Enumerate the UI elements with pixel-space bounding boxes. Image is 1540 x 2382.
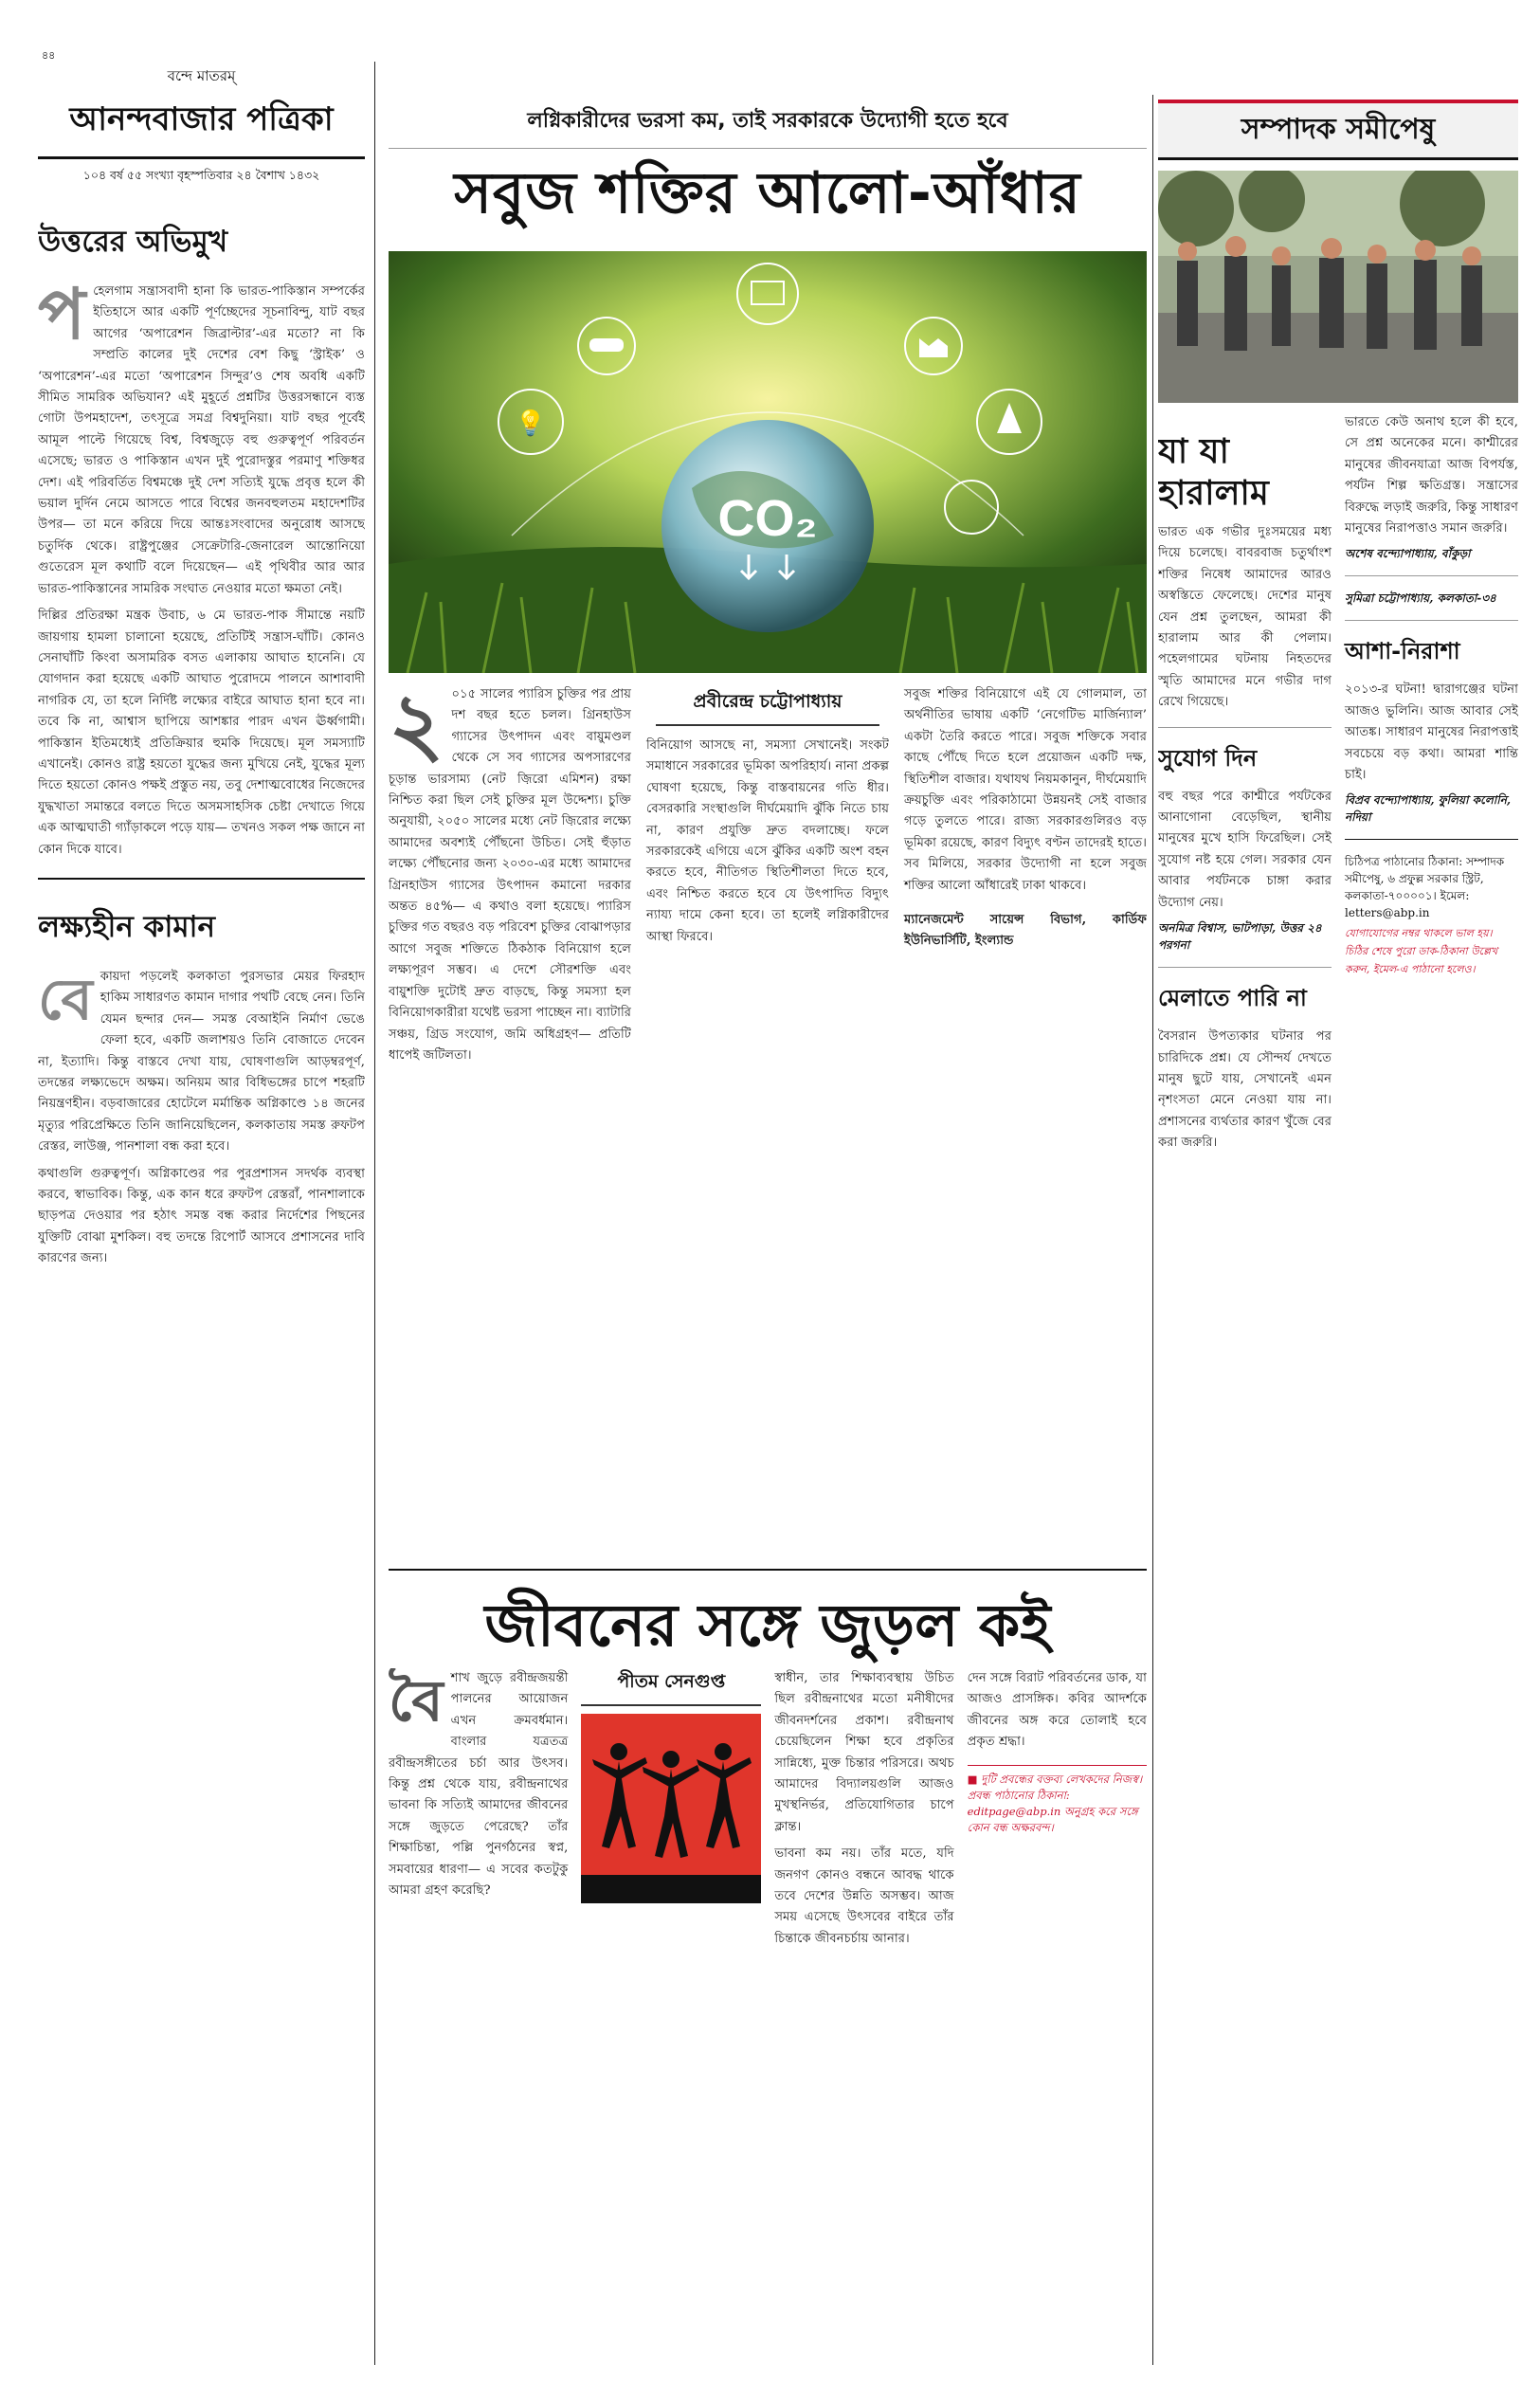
feature-headline[interactable]: জীবনের সঙ্গে জুড়ল কই (484, 1591, 1051, 1660)
letters-col (1345, 412, 1518, 1155)
divider (1345, 575, 1518, 576)
section-divider (389, 1569, 1147, 1571)
letter-heading: আশা-নিরাশা (1345, 638, 1460, 665)
editorial-text: হেলগাম সন্ত্রাসবাদী হানা কি ভারত-পাকিস্তান সম্পর্কের ইতিহাসে আর একটি পূর্ণচ্ছেদের সূচনাবিন্দু, যাট বছর আগের ‘অপারেশন জিব্রাল্টার’-এর মতো? না কি সম্প্রতি কালের দুই দেশের বেশ কিছু ‘স্ট্রাইক’ ও ‘অপারেশন’-এর মতো ‘অপারেশন সিন্দুর’ও শেষ অবধি একটি সীমিত সামরিক অভিযান? এই মুহূর্তে প্রশ্নটির উত্তরসন্ধানে ব্যস্ত গোটা উপমহাদেশ, তৎসূত্রে সমগ্র বিশ্বদুনিয়া। যাট বছর পূর্বেই আমূল পাল্টে গিয়েছে বিশ্ব, বিশ্বজুড়ে বহু গুরুত্বপূর্ণ পরিবর্তন এসেছে; ভারত ও পাকিস্তান এখন দুই পুরোদস্তুর পরমাণু শক্তিধর দেশ। এই পরিবর্তিত বিশ্বমঞ্চে দুই দেশ সত্যিই যুদ্ধে প্রবৃত্ত হলে কী ভয়াল দুর্দিন নেমে আসতে পারে বিশ্বের জনবহুলতম মহাদেশটির উপর— তা মনে করিয়ে দিয়ে আন্তঃসংবাদের অনুরোধ আসছে চতুর্দিক থেকে। রাষ্ট্রপুঞ্জের সেক্রেটারি-জেনারেল আন্তোনিয়ো গুতেরেস মূল কথাটি বলে দিয়েছেন— এই পৃথিবীর আর আর ভারত-পাকিস্তানের সামরিক সংঘাত নেওয়ার মতো ক্ষমতা নেই। (38, 284, 365, 596)
letter-text: বৈসরান উপত্যকার ঘটনার পর চারিদিকে প্রশ্ন। যে সৌন্দর্য দেখতে মানুষ ছুটে যায়, সেখানেই এমন নৃশংসতা মেনে নেওয়া যায় না। প্রশাসনের ব্যর্থতার কারণ খুঁজে বের করা জরুরি। (1158, 1029, 1332, 1151)
editorial-text: কায়দা পড়লেই কলকাতা পুরসভার মেয়র ফিরহাদ হাকিম সাধারণত কামান দাগার পথটি বেছে নেন। তিনি যেমন ছন্দার দেন— সমস্ত বেআইনি নির্মাণ ভেঙে ফেলা হবে, একটি জলাশয়ও তিনি বোজাতে দেবেন না, ইত্যাদি। কিন্তু বাস্তবে দেখা যায়, ঘোষণাগুলি আড়ম্বরপূর্ণ, তদন্তের লক্ষ্যভেদে অক্ষম। অনিয়ম আর বিধিভঙ্গের চাপে শহরটি নিয়ন্ত্রণহীন। বড়বাজারের হোটেলে মর্মান্তিক অগ্নিকাণ্ডে ১৪ জনের মৃত্যুর পরিপ্রেক্ষিতে তিনি জানিয়েছিলেন, কলকাতায় সমস্ত রুফটপ রেস্তর, লাউঞ্জ, পানশালা বন্ধ করা হবে। (38, 969, 365, 1155)
feature-text: দেন সঙ্গে বিরাট পরিবর্তনের ডাক, যা আজও প্রাসঙ্গিক। কবির আদর্শকে জীবনের অঙ্গ করে তোলাই হবে প্রকৃত শ্রদ্ধা। (967, 1671, 1147, 1750)
column-rule (1152, 95, 1153, 2365)
page-number: ৪৪ (42, 49, 56, 62)
masthead-meta: ১০৪ বর্ষ ৫৫ সংখ্যা বৃহস্পতিবার ২৪ বৈশাখ ১৪৩২ (82, 168, 320, 182)
crowd-photo (1158, 171, 1518, 403)
letter-heading: যা যা হারালাম (1158, 432, 1269, 513)
article-body (389, 684, 1147, 1566)
letter-signature: অনমিত্র বিশ্বাস, ভাটপাড়া, উত্তর ২৪ পরগনা (1158, 921, 1322, 953)
dropcap: প (38, 274, 86, 355)
feature-body (389, 1668, 1147, 2360)
letter-text: ২০১৩-র ঘটনা! দ্বারাগঞ্জের ঘটনা আজও ভুলিনি। আজ আবার সেই আতঙ্ক। সাধারণ মানুষের নিরাপত্তাই সবচেয়ে বড় কথা। আমরা শান্তি চাই। (1345, 682, 1518, 783)
feature-text: শাখ জুড়ে রবীন্দ্রজয়ন্তী পালনের আয়োজন এখন ক্রমবর্ধমান। বাংলার যত্রতত্র রবীন্দ্রসঙ্গীতের চর্চা আর উৎসব। কিন্তু প্রশ্ন থেকে যায়, রবীন্দ্রনাথের ভাবনা কি সত্যিই আমাদের জীবনের সঙ্গে জুড়তে পেরেছে? তাঁর শিক্ষাচিন্তা, পল্লি পুনর্গঠনের স্বপ্ন, সমবায়ের ধারণা— এ সবের কতটুকু আমরা গ্রহণ করেছি? (389, 1671, 569, 1899)
editorial-para: কথাগুলি গুরুত্বপূর্ণ। অগ্নিকাণ্ডের পর পুরপ্রশাসন সদর্থক ব্যবস্থা করবে, স্বাভাবিক। কিন্তু, এক কান ধরে রুফটপ রেস্তরাঁ, পানশালাকে ছাড়পত্র দেওয়ার পর হঠাৎ সমস্ত বন্ধ করার নির্দেশের পিছনের যুক্তিটি বোঝা মুশকিল। বহু তদন্তে রিপোর্ট আসবে প্রশাসনের দাবি কারণের জন্য। (38, 1166, 365, 1266)
masthead-motto: বন্দে মাতরম্ (167, 67, 236, 84)
letter-text: ভারত এক গভীর দুঃসময়ের মধ্য দিয়ে চলেছে। বাবরবাজ চতুর্থাংশ শক্তির নিষেধ আমাদের আরও অস্বস্তিতে ফেলেছে। দেশের মানুষ যেন প্রশ্ন তুলছেন, আমরা কী হারালাম আর কী পেলাম। পহেলগামের ঘটনায় নিহতদের স্মৃতি আমাদের মনে গভীর দাগ রেখে গিয়েছে। (1158, 525, 1332, 710)
feature-text: ভাবনা কম নয়। তাঁর মতে, যদি জনগণ কোনও বন্ধনে আবদ্ধ থাকে তবে দেশের উন্নতি অসম্ভব। আজ সময় এসেছে উৎসবের বাইরে তাঁর চিন্তাকে জীবনচর্চায় আনার। (774, 1846, 954, 1946)
letter-signature: সুমিত্রা চট্টোপাধ্যায়, কলকাতা-৩৪ (1345, 591, 1496, 606)
letter-text: বহু বছর পরে কাশ্মীরে পর্যটকের আনাগোনা বেড়েছিল, স্থানীয় মানুষের মুখে হাসি ফিরেছিল। সেই সুযোগ নষ্ট হয়ে গেল। সরকার যেন আবার পর্যটনকে চাঙ্গা করার উদ্যোগ নেয়। (1158, 789, 1332, 910)
letters-body (1158, 412, 1518, 2360)
co2-globe-illustration (389, 251, 1147, 673)
article-col (389, 684, 631, 1066)
letter-text: ভারতে কেউ অনাথ হলে কী হবে, সে প্রশ্ন অনেকের মনে। কাশ্মীরের মানুষের জীবনযাত্রা আজ বিপর্যস্ত, পর্যটন শিল্প ক্ষতিগ্রস্ত। সন্ত্রাসের বিরুদ্ধে লড়াই জরুরি, কিন্তু সাধারণ মানুষের নিরাপত্তাও সমান জরুরি। (1345, 415, 1518, 536)
letter-heading: মেলাতে পারি না (1158, 985, 1307, 1012)
letters-contact-note: যোগাযোগের নম্বর থাকলে ভাল হয়। চিঠির শেষে পুরো ডাক-ঠিকানা উল্লেখ করুন, ইমেল-এ পাঠানো হলেও। (1345, 927, 1498, 976)
author-affiliation: ম্যানেজমেন্ট সায়েন্স বিভাগ, কার্ডিফ ইউনিভার্সিটি, ইংল্যান্ড (904, 913, 1147, 949)
submission-footnote: ■ দুটি প্রবন্ধের বক্তব্য লেখকদের নিজস্ব। প্রবন্ধ পাঠানোর ঠিকানা: editpage@abp.in অনুগ্রহ করে সঙ্গে কোন বন্ধ অক্ষরবন্দ। (968, 1765, 1147, 1836)
dropcap: বৈ (389, 1668, 444, 1735)
dancers-illustration (581, 1714, 761, 1903)
article-text: বিনিয়োগ আসছে না, সমস্যা সেখানেই। সংকট সমাধানে সরকারের ভূমিকা অপরিহার্য। নানা প্রকল্প ঘোষণা হয়েছে, কিন্তু বাস্তবায়নের গতি ধীর। বেসরকারি সংস্থাগুলি দীর্ঘমেয়াদি ঝুঁকি নিতে চায় না, কারণ প্রযুক্তি দ্রুত বদলাচ্ছে। ফলে সরকারকেই এগিয়ে এসে ঝুঁকির একটি অংশ বহন করতে হবে, নীতিগত স্থিতিশীলতা দিতে হবে, এবং নিশ্চিত করতে হবে যে উৎপাদিত বিদ্যুৎ ন্যায্য দামে কেনা হবে। তা হলেই লগ্নিকারীদের আস্থা ফিরবে। (646, 738, 889, 944)
divider (1158, 727, 1332, 728)
feature-text (389, 1668, 568, 1901)
feature-col (389, 1668, 568, 1950)
letters-header[interactable]: সম্পাদক সমীপেষু (1158, 100, 1518, 160)
article-kicker: লগ্নিকারীদের ভরসা কম, তাই সরকারকে উদ্যোগী হতে হবে (389, 104, 1147, 149)
feature-col (581, 1668, 761, 1950)
dropcap: ২ (389, 684, 444, 774)
letters-col (1158, 412, 1332, 1155)
editorial-para (38, 274, 365, 600)
article-text (389, 684, 631, 1066)
hero-image (389, 251, 1147, 673)
editorial-para (38, 967, 365, 1158)
article-text: সবুজ শক্তির বিনিয়োগে এই যে গোলমাল, তা অর্থনীতির ভাষায় একটি ‘নেগেটিভ মার্জিন্যাল’ একটা তৈরি করতে পারে। সবুজ শক্তিকে সবার কাছে পৌঁছে দিতে হলে প্রয়োজন একটি দক্ষ, স্থিতিশীল বাজার। যথাযথ নিয়মকানুন, দীর্ঘমেয়াদি ক্রয়চুক্তি এবং পরিকাঠামো উন্নয়নই সেই বাজার গড়ে তুলতে পারে। রাজ্য সরকারগুলিরও বড় ভূমিকা রয়েছে, কারণ বিদ্যুৎ বণ্টন তাদেরই হাতে। সব মিলিয়ে, সরকার উদ্যোগী না হলে সবুজ শক্তির আলো আঁধারেই ঢাকা থাকবে। (904, 687, 1147, 893)
masthead-title[interactable]: আনন্দবাজার পত্রিকা (38, 95, 365, 159)
article-byline: প্রবীরেন্দ্র চট্টোপাধ্যায় (656, 688, 879, 726)
feature-col (968, 1668, 1147, 1950)
divider (1345, 839, 1518, 840)
article-col (646, 684, 889, 1066)
letter-signature: বিপ্রব বন্দ্যোপাধ্যায়, ফুলিয়া কলোনি, নদিয়া (1345, 793, 1512, 825)
article-text: ০১৫ সালের প্যারিস চুক্তির পর প্রায় দশ বছর হতে চলল। গ্রিনহাউস গ্যাসের উৎপাদন এবং বায়ুমণ্ডল থেকে সে সব গ্যাসের অপসারণের চূড়ান্ত ভারসাম্য (নেট জ়িরো এমিশন) রক্ষা নিশ্চিত করা ছিল সেই চুক্তির মূল উদ্দেশ্য। চুক্তি অনুযায়ী, ২০৫০ সালের মধ্যে নেট জ়িরোর লক্ষ্যে আমাদের অবশ্যই পৌঁছনো উচিত। সেই হুঁড়াত লক্ষ্যে পৌঁছনোর জন্য ২০৩০-এর মধ্যে আমাদের গ্রিনহাউস গ্যাসের উৎপাদন কমানো দরকার অন্তত ৪৫%— এ কথাও বলা হয়েছে। প্যারিস চুক্তির গত বছরও বড় পরিবেশ চুক্তির বোঝাপড়ার আগে সবুজ শক্তিতে ঠিকঠাক বিনিয়োগ হলে লক্ষ্যপূরণ সম্ভব। এ দেশে সৌরশক্তি এবং বায়ুশক্তি দুটোই দ্রুত বাড়ছে, কিন্তু সমস্যা হল বিনিয়োগকারীরা যথেষ্ট ভরসা পাচ্ছেন না। ব্যাটারি সঞ্চয়, গ্রিড সংযোগ, জমি অধিগ্রহণ— প্রতিটি ধাপেই জটিলতা। (389, 687, 631, 1063)
divider (38, 878, 365, 880)
editorial-heading: লক্ষ্যহীন কামান (38, 909, 216, 944)
feature-byline: পীতম সেনগুপ্ত (581, 1668, 761, 1706)
divider (1158, 967, 1332, 968)
letters-photo (1158, 171, 1518, 403)
left-column (38, 62, 365, 2355)
divider (1345, 620, 1518, 621)
feature-text: স্বাধীন, তার শিক্ষাব্যবস্থায় উচিত ছিল রবীন্দ্রনাথের মতো মনীষীদের জীবনদর্শনের প্রকাশ। রবীন্দ্রনাথ চেয়েছিলেন শিক্ষা হবে প্রকৃতির সান্নিধ্যে, মুক্ত চিন্তার পরিসরে। অথচ আমাদের বিদ্যালয়গুলি আজও মুখস্থনির্ভর, প্রতিযোগিতার চাপে ক্লান্ত। (774, 1671, 954, 1834)
svg-text:💡: 💡 (515, 409, 547, 438)
article-headline[interactable]: সবুজ শক্তির আলো-আঁধার (454, 160, 1081, 227)
co2-label: CO₂ (717, 490, 818, 547)
letters-contact[interactable]: চিঠিপত্র পাঠানোর ঠিকানা: সম্পাদক সমীপেষু, ৬ প্রফুল্ল সরকার স্ট্রিট, কলকাতা-৭০০০০১। ইমেল: letters@abp.in (1345, 855, 1505, 920)
article-col (904, 684, 1147, 1066)
letter-heading: সুযোগ দিন (1158, 744, 1258, 772)
column-rule (374, 62, 375, 2365)
editorial-heading: উত্তরের অভিমুখ (38, 225, 228, 259)
letter-signature: অশেষ বন্দ্যোপাধ্যায়, বাঁকুড়া (1345, 547, 1471, 561)
editorial-para: দিল্লির প্রতিরক্ষা মন্ত্রক উবাচ, ৬ মে ভারত-পাক সীমান্তে নয়টি জায়গায় হামলা চালানো হয়েছে, প্রতিটিই সন্ত্রাস-ঘাঁটি। কোনও সেনাঘাঁটি কিংবা অসামরিক বসত এলাকায় আঘাত হানেনি। যে যোগদান করা হয়েছে একটি আঘাত পুরোদমে পালনে আশাবাদী নাগরিক যে, তা হলে নির্দিষ্ট লক্ষ্যের বাইরে আঘাত হানা হবে না। তবে কি না, আশ্বাস ছাপিয়ে আশঙ্কার পারদ এখন ঊর্ধ্বগামী। পাকিস্তান ইতিমধ্যেই প্রতিক্রিয়ার হুমকি দিয়েছে। মূল সমস্যাটি এখানেই। কোনও রাষ্ট্র হয়তো যুদ্ধের জন্য মুখিয়ে নেই, যুদ্ধের মূল্য দিতে হয়তো কোনও পক্ষই প্রস্তুত নয়, তবু দেশাত্মবোধের নিজেদের যুদ্ধখাতা সমান্তরে বলতে দিতে অসমসাহসিক চেষ্টা দেখাতে গিয়ে এক আত্মঘাতী গ্যাঁড়াকলে পড়ে যায়— তখনও সকল পক্ষ জানে না কোন দিকে যাবে। (38, 609, 365, 857)
feature-col (774, 1668, 953, 1950)
dropcap: বে (38, 966, 93, 1033)
